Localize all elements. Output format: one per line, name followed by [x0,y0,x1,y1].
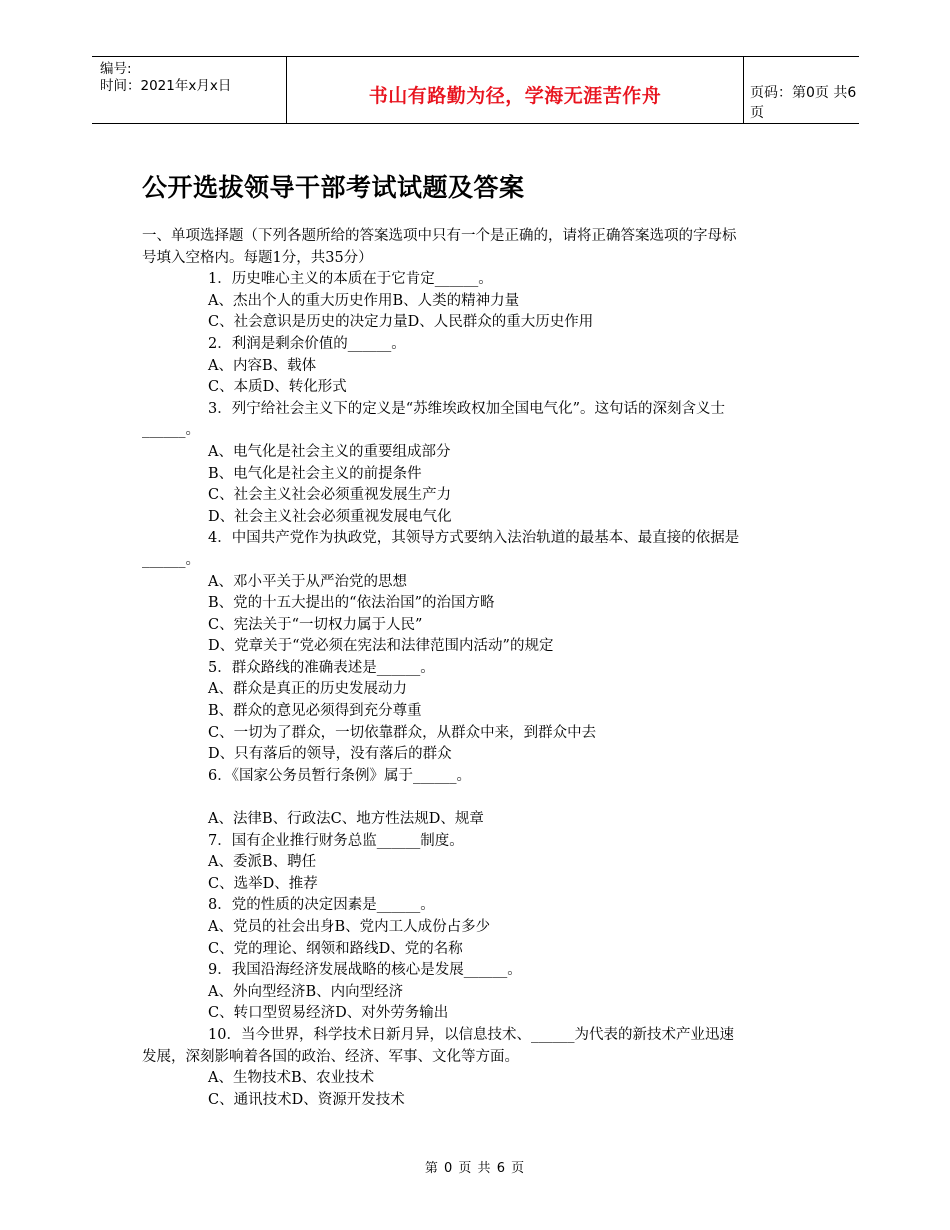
question-3-option-a: A、电气化是社会主义的重要组成部分 [208,443,451,460]
question-4-line-1: 4．中国共产党作为执政党，其领导方式要纳入法治轨道的最基本、最直接的依据是 [208,530,740,547]
question-8: 8．党的性质的决定因素是______。 [208,897,435,914]
question-5-option-b: B、群众的意见必须得到充分尊重 [208,703,422,720]
question-10-line-2: 发展，深刻影响着各国的政治、经济、军事、文化等方面。 [142,1048,519,1065]
question-5-option-c: C、一切为了群众，一切依靠群众，从群众中来，到群众中去 [208,724,597,741]
question-10-options-ab: A、生物技术B、农业技术 [208,1070,375,1087]
question-7-options-cd: C、选举D、推荐 [208,875,318,892]
question-10-line-1: 10．当今世界，科学技术日新月异，以信息技术、______为代表的新技术产业迅速 [208,1026,734,1043]
question-2-options-cd: C、本质D、转化形式 [208,379,347,396]
question-4-option-c: C、宪法关于“一切权力属于人民” [208,616,423,633]
question-1-options-cd: C、社会意识是历史的决定力量D、人民群众的重大历史作用 [208,314,594,331]
question-7: 7．国有企业推行财务总监______制度。 [208,832,464,849]
header-motto: 书山有路勤为径，学海无涯苦作舟 [368,85,662,107]
header-meta-cell [92,57,286,123]
question-3-option-c: C、社会主义社会必须重视发展生产力 [208,487,452,504]
question-4-option-a: A、邓小平关于从严治党的思想 [208,573,407,590]
section-intro-line-1: 一、单项选择题（下列各题所给的答案选项中只有一个是正确的，请将正确答案选项的字母标 [142,228,737,244]
question-2-options-ab: A、内容B、载体 [208,357,317,374]
header-page-cell [742,57,859,123]
page-footer: 第 0 页 共 6 页 [424,1161,526,1176]
document-body [142,226,812,1111]
question-5: 5．群众路线的准确表述是______。 [208,659,435,676]
document-title: 公开选拔领导干部考试试题及答案 [142,173,525,202]
question-7-options-ab: A、委派B、聘任 [208,854,317,871]
question-4-option-b: B、党的十五大提出的“依法治国”的治国方略 [208,595,495,612]
question-8-options-ab: A、党员的社会出身B、党内工人成份占多少 [208,919,491,935]
question-3-option-b: B、电气化是社会主义的前提条件 [208,465,422,482]
question-5-option-a: A、群众是真正的历史发展动力 [208,681,407,698]
question-3-line-1: 3．列宁给社会主义下的定义是“苏维埃政权加全国电气化”。这句话的深刻含义士 [208,400,726,417]
question-3-line-2: ______。 [142,422,200,439]
page-header [92,56,859,124]
question-6-options: A、法律B、行政法C、地方性法规D、规章 [208,811,484,828]
question-9: 9．我国沿海经济发展战略的核心是发展______。 [208,962,522,979]
question-4-option-d: D、党章关于“党必须在宪法和法律范围内活动”的规定 [208,638,554,655]
question-6: 6．《国家公务员暂行条例》属于______。 [208,767,471,784]
header-motto-cell [286,57,744,123]
question-3-option-d: D、社会主义社会必须重视发展电气化 [208,508,452,525]
question-9-options-cd: C、转口型贸易经济D、对外劳务输出 [208,1005,449,1022]
question-4-line-2: ______。 [142,551,200,568]
question-5-option-d: D、只有落后的领导，没有落后的群众 [208,746,452,763]
question-8-options-cd: C、党的理论、纲领和路线D、党的名称 [208,940,463,957]
section-intro-line-2: 号填入空格内。每题1分，共35分） [142,249,373,266]
question-9-options-ab: A、外向型经济B、内向型经济 [208,983,404,1000]
question-2: 2．利润是剩余价值的______。 [208,335,406,352]
blank-line [142,787,812,809]
question-1-options-ab: A、杰出个人的重大历史作用B、人类的精神力量 [208,292,520,309]
document-time-label: 时间：2021年x月x日 [100,78,232,94]
question-1: 1．历史唯心主义的本质在于它肯定______。 [208,271,493,288]
document-code-label: 编号: [100,61,132,77]
question-10-options-cd: C、通讯技术D、资源开发技术 [208,1091,405,1108]
header-page-info: 页码：第0页 共6页 [750,85,857,121]
